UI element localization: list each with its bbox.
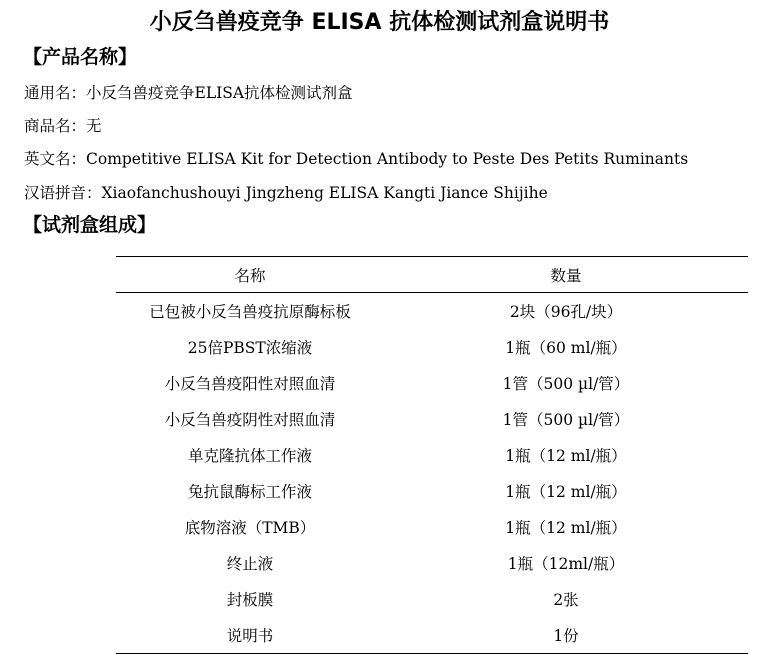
component-quantity-cell: 1瓶（12 ml/瓶） [505,519,627,537]
component-name-cell: 小反刍兽疫阴性对照血清 [164,411,336,429]
generic-name-line: 通用名：小反刍兽疫竞争ELISA抗体检测试剂盒 [24,84,353,102]
column-header-quantity: 数量 [550,266,582,285]
component-name-cell: 兔抗鼠酶标工作液 [187,483,312,501]
component-quantity-cell: 1份 [553,627,579,645]
component-name-cell: 单克隆抗体工作液 [187,447,312,465]
component-quantity-cell: 1瓶（60 ml/瓶） [505,339,627,357]
table-row [116,437,748,473]
table-row [116,509,748,545]
english-name-line: 英文名：Competitive ELISA Kit for Detection Antibody to Peste Des Petits Ruminants [24,150,689,168]
component-quantity-cell: 1管（500 µl/管） [502,375,630,393]
table-row [116,401,748,437]
table-row [116,545,748,581]
component-name-cell: 25倍PBST浓缩液 [187,339,313,357]
column-header-name: 名称 [234,266,266,285]
component-quantity-cell: 1瓶（12 ml/瓶） [505,483,627,501]
component-quantity-cell: 2块（96孔/块） [509,303,623,321]
table-row [116,365,748,401]
component-quantity-cell: 1瓶（12ml/瓶） [507,555,625,573]
table-row [116,581,748,617]
pinyin-name-line: 汉语拼音：Xiaofanchushouyi Jingzheng ELISA Kangti Jiance Shijihe [24,184,548,202]
component-name-cell: 底物溶液（TMB） [184,519,316,537]
component-name-cell: 终止液 [226,555,274,573]
component-quantity-cell: 2张 [553,591,579,609]
table-row [116,293,748,329]
component-name-cell: 已包被小反刍兽疫抗原酶标板 [149,303,351,321]
table-row [116,329,748,365]
table-header-row [116,257,748,293]
table-row [116,617,748,653]
section-heading-product-name: 【产品名称】 [23,46,138,68]
component-name-cell: 小反刍兽疫阳性对照血清 [164,375,336,393]
component-quantity-cell: 1管（500 µl/管） [502,411,630,429]
document-title: 小反刍兽疫竞争 ELISA 抗体检测试剂盒说明书 [149,10,610,35]
components-table [116,256,748,654]
component-name-cell: 说明书 [226,627,274,645]
component-quantity-cell: 1瓶（12 ml/瓶） [505,447,627,465]
section-heading-kit-components: 【试剂盒组成】 [23,214,157,236]
component-name-cell: 封板膜 [226,591,274,609]
trade-name-line: 商品名：无 [24,117,102,135]
table-row [116,473,748,509]
